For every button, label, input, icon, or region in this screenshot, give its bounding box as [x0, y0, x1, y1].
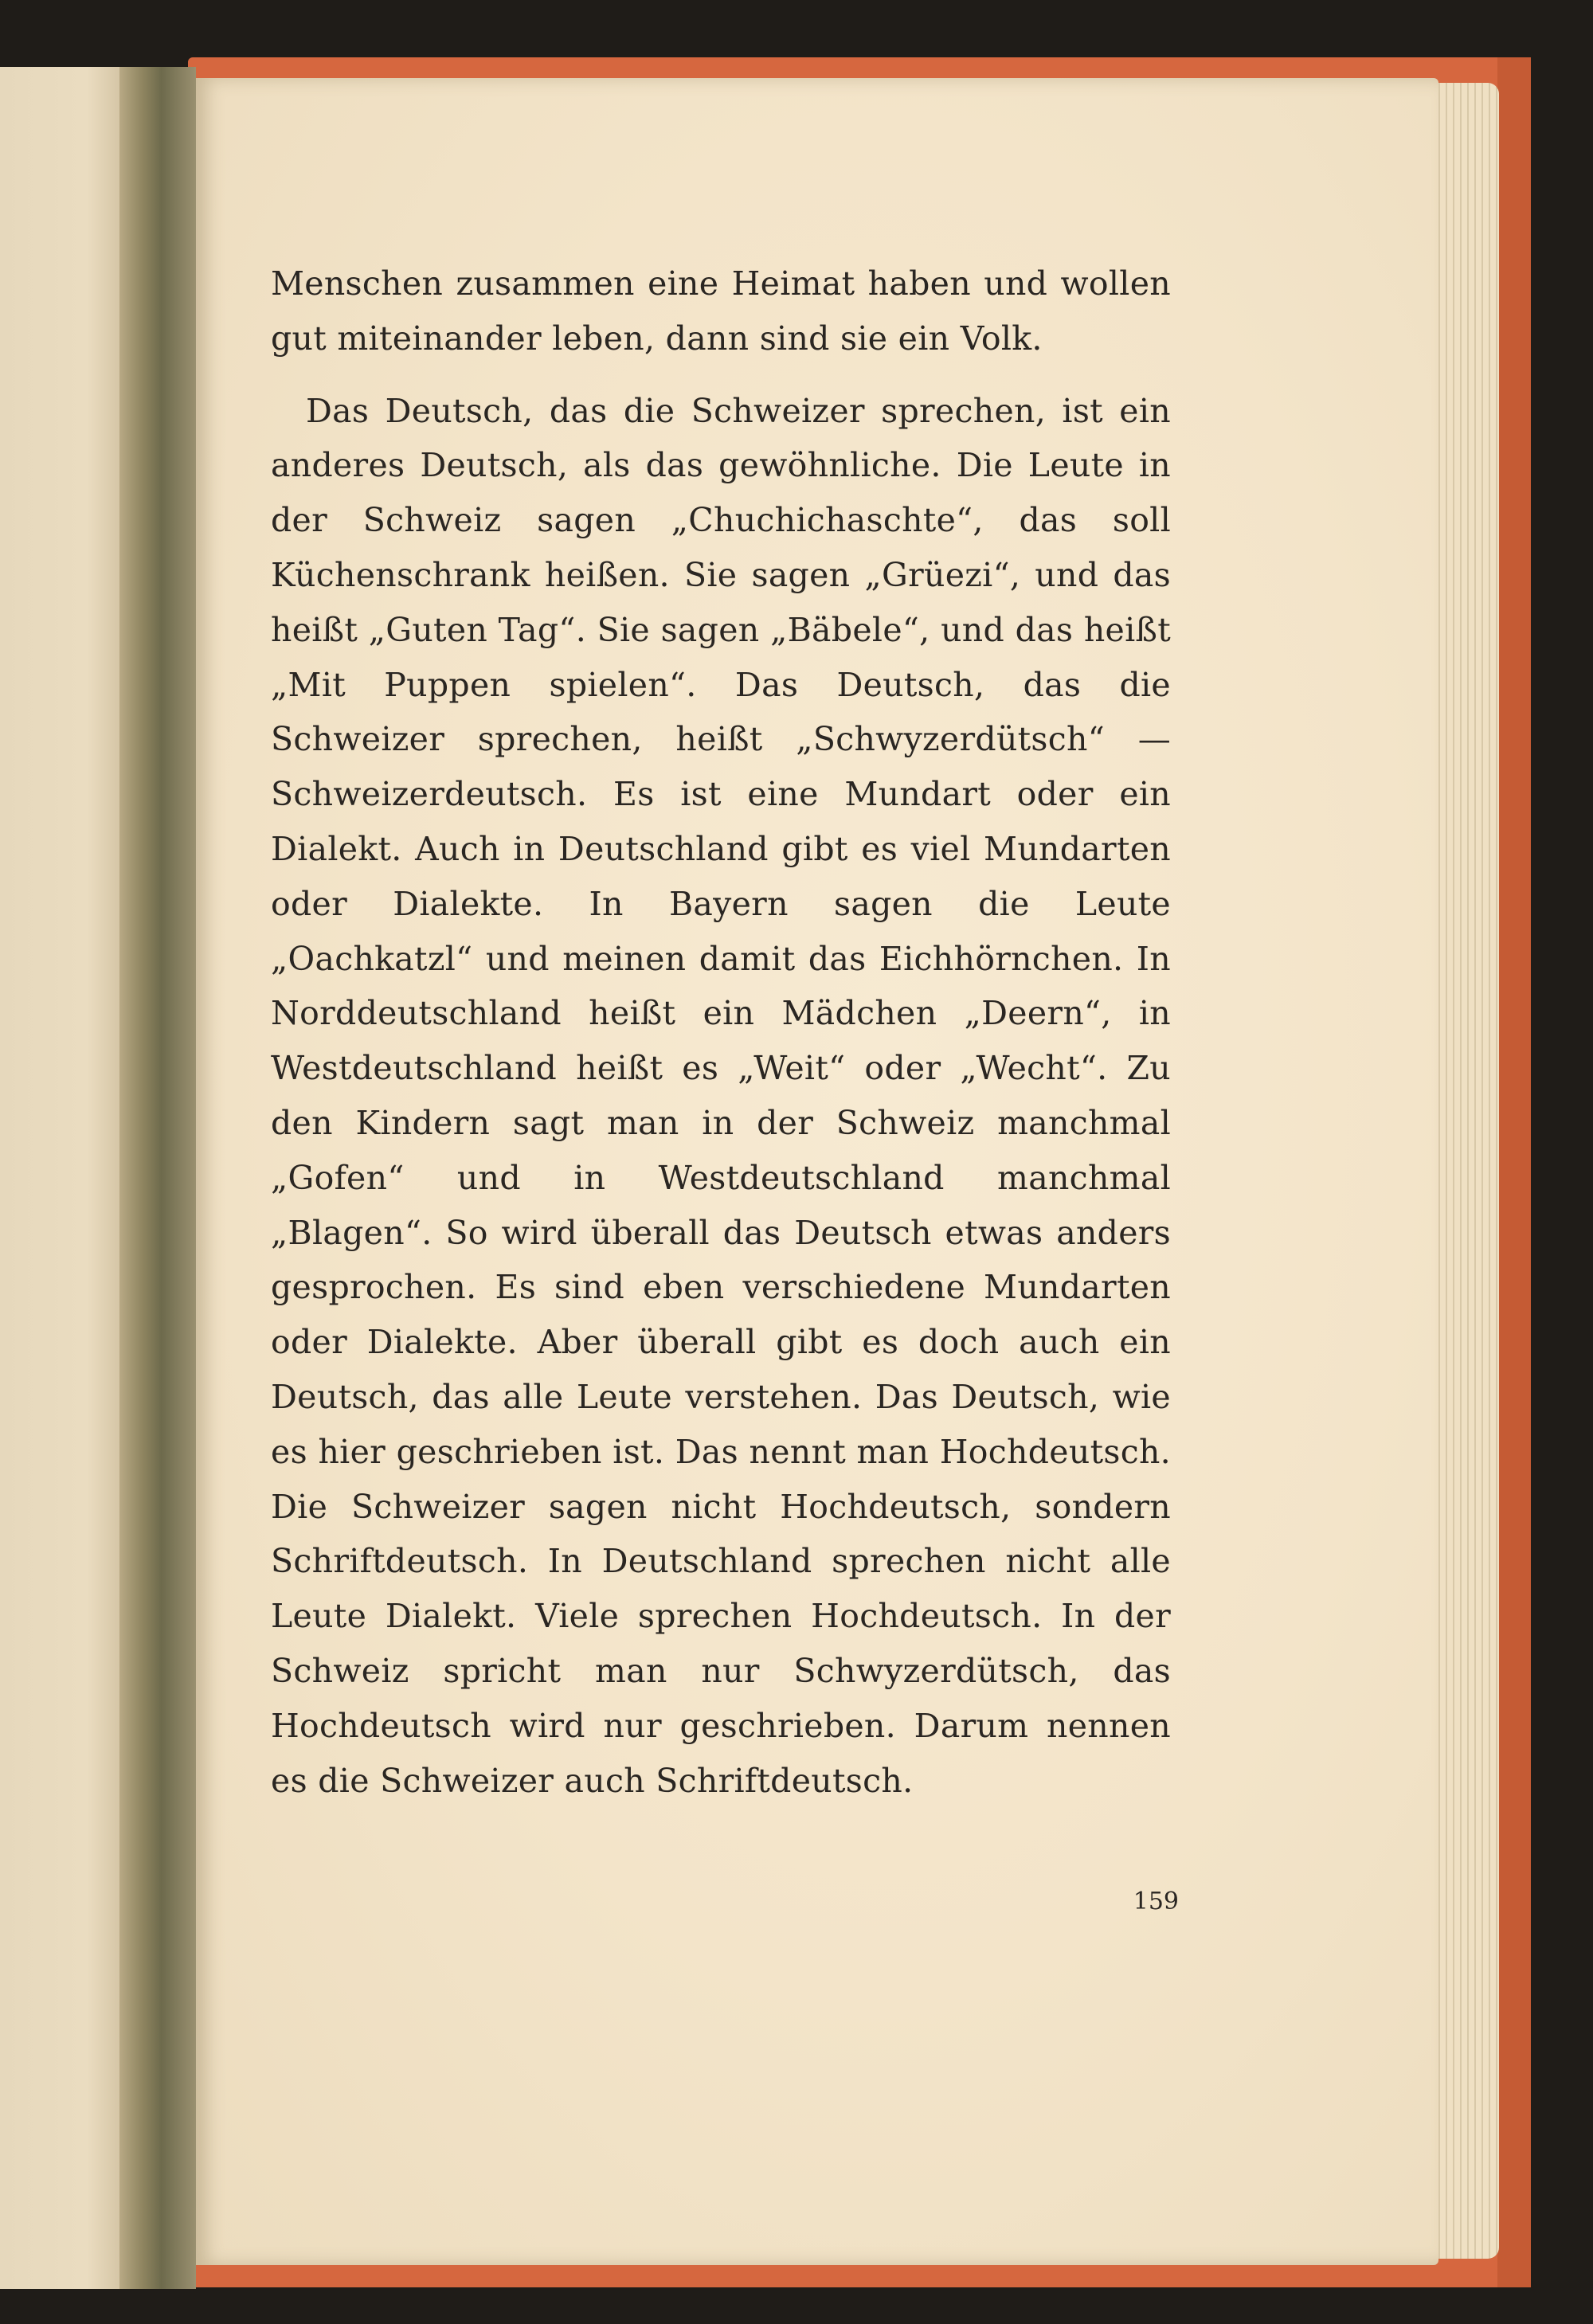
book-cover-edge	[1497, 57, 1531, 2287]
page-text	[271, 256, 1171, 1808]
facing-page	[0, 67, 124, 2289]
book-gutter	[119, 67, 196, 2289]
paragraph: Das Deutsch, das die Schweizer sprechen, ist ein anderes Deutsch, als das gewöhnliche. Die Leute in der Schweiz sagen „Chuchichaschte“, das soll Küchenschrank heißen. Sie sagen „Grüezi“, und das heißt „Guten Tag“. Sie sagen „Bäbele“, und das heißt „Mit Puppen spielen“. Das Deutsch, das die Schweizer sprechen, heißt „Schwyzerdütsch“ — Schweizerdeutsch. Es ist eine Mundart oder ein Dialekt. Auch in Deutschland gibt es viel Mundarten oder Dialekte. In Bayern sagen die Leute „Oachkatzl“ und meinen damit das Eichhörnchen. In Norddeutschland heißt ein Mädchen „Deern“, in Westdeutschland heißt es „Weit“ oder „Wecht“. Zu den Kindern sagt man in der Schweiz manchmal „Gofen“ und in Westdeutschland manchmal „Blagen“. So wird überall das Deutsch etwas anders gesprochen. Es sind eben verschiedene Mundarten oder Dialekte. Aber überall gibt es doch auch ein Deutsch, das alle Leute verstehen. Das Deutsch, wie es hier geschrieben ist. Das nennt man Hochdeutsch. Die Schweizer sagen nicht Hochdeutsch, sondern Schriftdeutsch. In Deutschland sprechen nicht alle Leute Dialekt. Viele sprechen Hochdeutsch. In der Schweiz spricht man nur Schwyzerdütsch, das Hochdeutsch wird nur geschrieben. Darum nennen es die Schweizer auch Schriftdeutsch.	[271, 391, 1171, 1800]
paragraph: Menschen zusammen eine Heimat haben und wollen gut miteinander leben, dann sind sie ein Volk.	[271, 264, 1171, 358]
page-number: 159	[1133, 1888, 1179, 1915]
